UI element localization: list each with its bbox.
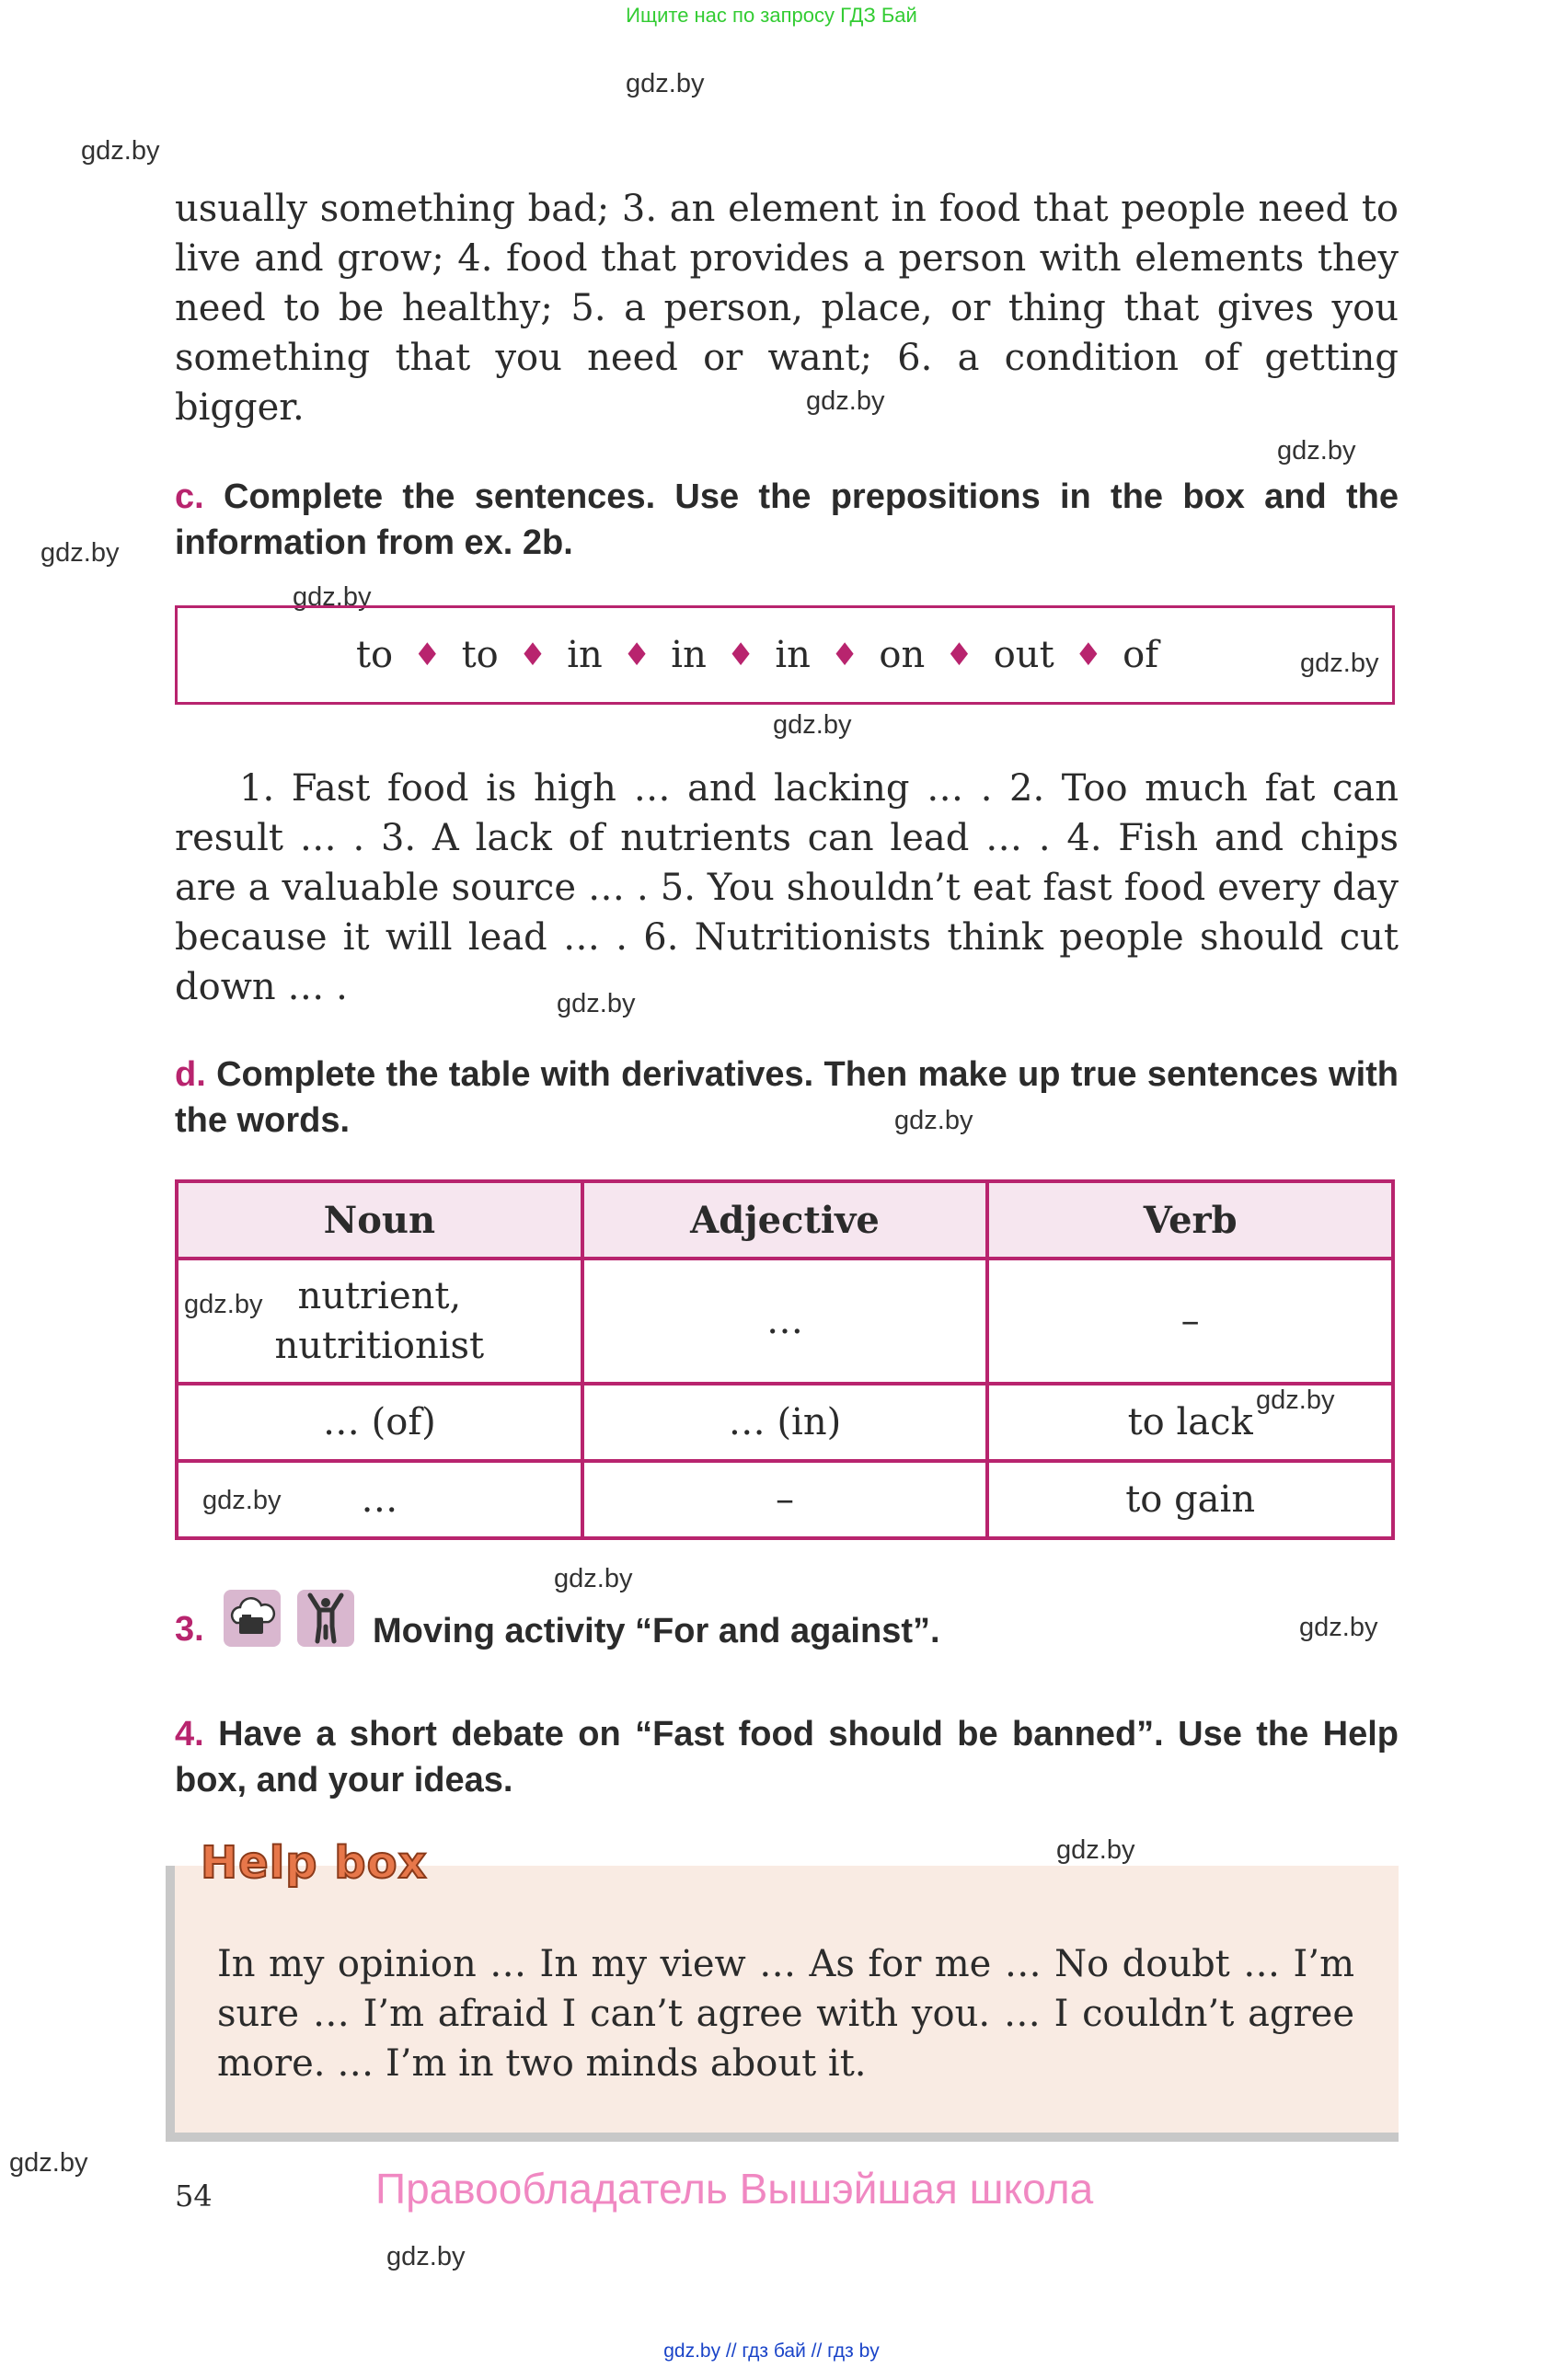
table-row: [177, 1259, 1393, 1384]
watermark: gdz.by: [81, 136, 160, 166]
preposition-word: on: [879, 634, 926, 676]
table-cell: –: [987, 1259, 1393, 1384]
diamond-separator-icon: ♦: [413, 637, 442, 673]
footer-links[interactable]: gdz.by // гдз бай // гдз by: [663, 2340, 880, 2362]
diamond-separator-icon: ♦: [622, 637, 651, 673]
preposition-word: in: [671, 634, 707, 676]
watermark: gdz.by: [293, 582, 372, 612]
watermark: gdz.by: [1300, 649, 1379, 678]
diamond-separator-icon: ♦: [726, 637, 755, 673]
preposition-word: out: [993, 634, 1054, 676]
watermark: gdz.by: [386, 2242, 466, 2271]
watermark: gdz.by: [202, 1486, 282, 1515]
diamond-separator-icon: ♦: [518, 637, 547, 673]
diamond-separator-icon: ♦: [945, 637, 973, 673]
task-3-number: 3.: [175, 1610, 204, 1649]
task-d-letter: d.: [175, 1055, 206, 1094]
table-cell: to lack: [987, 1384, 1393, 1461]
table-cell: nutrient, nutritionist: [177, 1259, 582, 1384]
watermark: gdz.by: [1299, 1613, 1378, 1642]
table-cell: … (in): [582, 1384, 988, 1461]
watermark: gdz.by: [40, 538, 120, 568]
table-cell: –: [582, 1461, 988, 1538]
table-cell: to gain: [987, 1461, 1393, 1538]
watermark: gdz.by: [1056, 1835, 1135, 1865]
watermark: gdz.by: [894, 1106, 973, 1135]
watermark: gdz.by: [626, 69, 705, 98]
preposition-word: to: [355, 634, 394, 676]
task-4-heading: [175, 1711, 1399, 1803]
page-number: 54: [175, 2179, 213, 2213]
watermark: gdz.by: [184, 1290, 263, 1319]
watermark: gdz.by: [557, 989, 636, 1018]
table-header-noun: Noun: [177, 1181, 582, 1259]
table-cell: … (of): [177, 1384, 582, 1461]
table-header-adjective: Adjective: [582, 1181, 988, 1259]
watermark: gdz.by: [773, 710, 852, 740]
task-d-text: Complete the table with derivatives. Then make up true sentences with the words.: [175, 1055, 1399, 1140]
derivatives-table: [175, 1179, 1395, 1540]
table-header-verb: Verb: [987, 1181, 1393, 1259]
watermark: gdz.by: [554, 1564, 633, 1593]
task-c-heading: [175, 474, 1399, 566]
task-4-text: Have a short debate on “Fast food should be banned”. Use the Help box, and your ideas.: [175, 1715, 1399, 1799]
preposition-word: of: [1123, 634, 1159, 676]
watermark: gdz.by: [1256, 1385, 1335, 1415]
watermark: gdz.by: [1277, 436, 1356, 466]
intro-paragraph: usually something bad; 3. an element in food that people need to live and grow; 4. food that provides a person with elements they need to be healthy; 5. a person, place, or thing that gives you something that you need or want; 6. a condition of getting bigger.: [175, 188, 1399, 429]
table-row: [177, 1384, 1393, 1461]
table-row: [177, 1461, 1393, 1538]
table-cell: …: [582, 1259, 988, 1384]
cloud-folder-icon: [224, 1590, 281, 1647]
rights-holder: Правообладатель Вышэйшая школа: [375, 2165, 1094, 2213]
task-d-heading: [175, 1052, 1399, 1144]
help-box-title: Help box: [201, 1837, 428, 1889]
task-c-text: Complete the sentences. Use the prepositions in the box and the information from ex. 2b.: [175, 477, 1399, 562]
preposition-word: in: [567, 634, 603, 676]
help-box-text: In my opinion … In my view … As for me … No doubt … I’m sure … I’m afraid I can’t agree with you. … I couldn’t agree more. … I’m in two minds about it.: [217, 1943, 1354, 2085]
task-4-number: 4.: [175, 1715, 204, 1753]
preposition-box: [175, 605, 1395, 705]
top-banner-link[interactable]: Ищите нас по запросу ГДЗ Бай: [626, 4, 917, 27]
task-c-letter: c.: [175, 477, 204, 516]
person-arms-up-icon: [297, 1590, 354, 1647]
preposition-list: [354, 634, 1160, 676]
watermark: gdz.by: [806, 386, 885, 416]
task-3-text: Moving activity “For and against”.: [373, 1612, 940, 1650]
diamond-separator-icon: ♦: [1074, 637, 1103, 673]
preposition-word: in: [775, 634, 811, 676]
watermark: gdz.by: [9, 2148, 88, 2178]
diamond-separator-icon: ♦: [830, 637, 859, 673]
preposition-word: to: [461, 634, 499, 676]
table-cell: …: [177, 1461, 582, 1538]
sentences-c: 1. Fast food is high … and lacking … . 2. Too much fat can result … . 3. A lack of nutrients can lead … . 4. Fish and chips are a valuable source … . 5. You shouldn’t eat fast food every day because it will lead … . 6. Nutritionists think people should cut down … .: [175, 767, 1399, 1008]
